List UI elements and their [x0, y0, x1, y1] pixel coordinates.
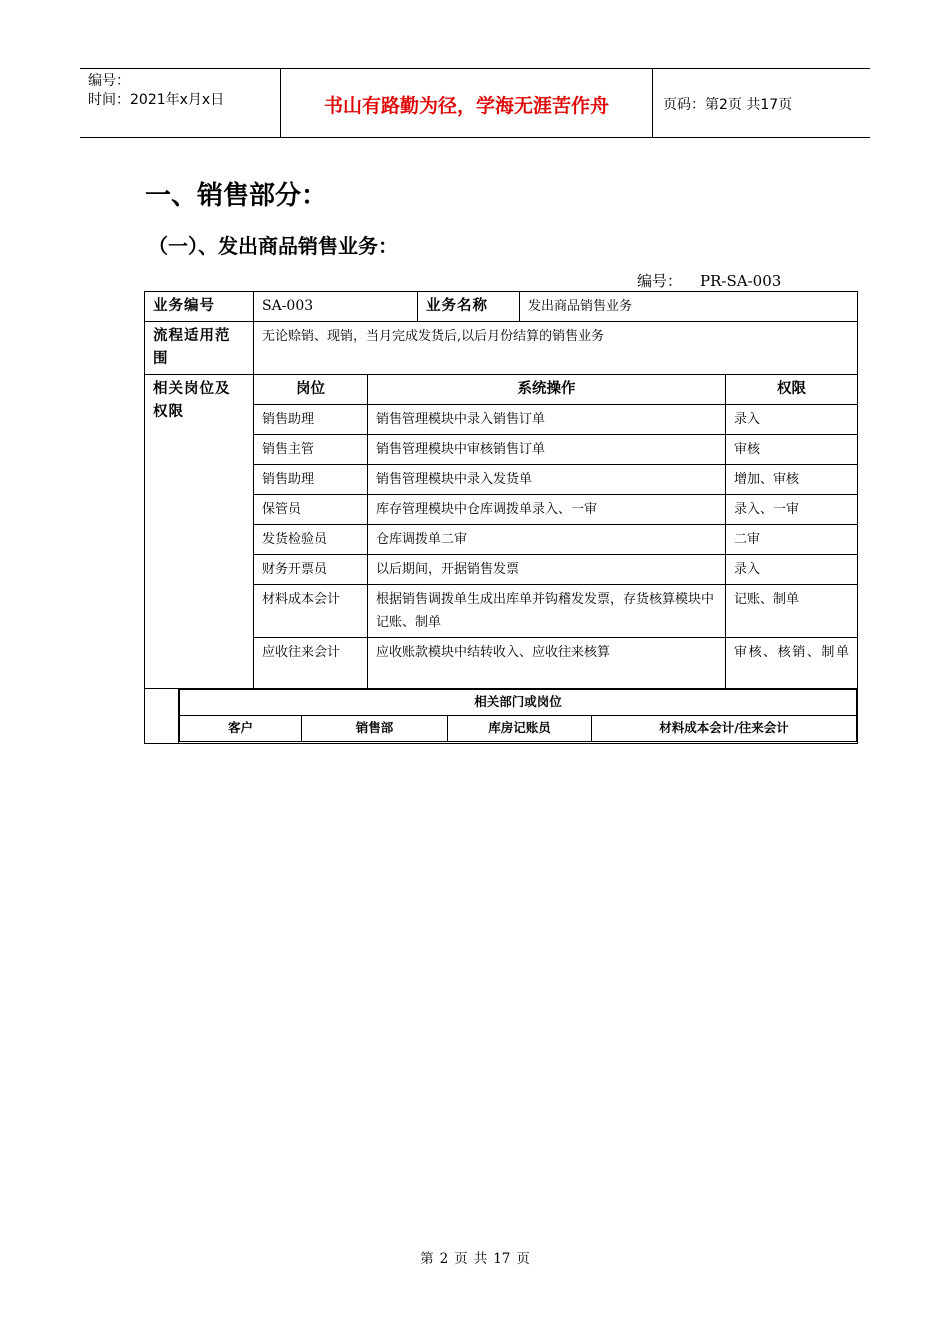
- doc-number-label: 编号：: [637, 272, 683, 290]
- row-perm: 记账、制单: [726, 585, 858, 638]
- dept-flow-header: [179, 689, 858, 744]
- footer-text: 共: [473, 1251, 488, 1267]
- row-role: 财务开票员: [254, 555, 368, 585]
- header-number-label: 编号：: [88, 73, 130, 89]
- footer-text: 页: [516, 1251, 530, 1267]
- col-header-perm: 权限: [726, 375, 858, 405]
- row-role: 保管员: [254, 495, 368, 525]
- row-perm: 二审: [726, 525, 858, 555]
- row-op: 销售管理模块中录入发货单: [368, 465, 726, 495]
- subsection-heading: （一）、发出商品销售业务：: [148, 234, 398, 258]
- footer-text: 页: [454, 1251, 468, 1267]
- footer-total-pages: 17: [493, 1251, 511, 1267]
- dept-col-sales: 销售部: [302, 716, 448, 742]
- roles-label: 相关岗位及权限: [145, 375, 254, 689]
- section-heading: 一、销售部分：: [145, 181, 328, 211]
- page-header: [80, 68, 870, 138]
- row-perm: 录入: [726, 555, 858, 585]
- header-page-label: 页码：第2页 共17页: [663, 97, 793, 113]
- row-perm: 录入: [726, 405, 858, 435]
- dept-col-warehouse: 库房记账员: [448, 716, 592, 742]
- page-footer: [0, 1247, 950, 1267]
- biz-name-label: 业务名称: [418, 292, 520, 322]
- flow-margin-cell: [145, 689, 179, 744]
- doc-number: [637, 270, 781, 291]
- process-table: [144, 291, 858, 744]
- col-header-role: 岗位: [254, 375, 368, 405]
- col-header-op: 系统操作: [368, 375, 726, 405]
- row-role: 销售助理: [254, 405, 368, 435]
- row-op: 仓库调拨单二审: [368, 525, 726, 555]
- footer-page-number: 2: [439, 1251, 449, 1267]
- footer-text: 第: [420, 1251, 434, 1267]
- header-meta: [80, 69, 281, 137]
- scope-value: 无论赊销、现销，当月完成发货后,以后月份结算的销售业务: [254, 322, 858, 375]
- row-role: 销售主管: [254, 435, 368, 465]
- row-perm: 增加、审核: [726, 465, 858, 495]
- dept-col-customer: 客户: [180, 716, 302, 742]
- header-date-label: 时间：2021年x月x日: [88, 92, 225, 108]
- row-role: 发货检验员: [254, 525, 368, 555]
- row-op: 以后期间，开据销售发票: [368, 555, 726, 585]
- header-motto: 书山有路勤为径，学海无涯苦作舟: [281, 69, 653, 137]
- row-role: 销售助理: [254, 465, 368, 495]
- row-op: 库存管理模块中仓库调拨单录入、一审: [368, 495, 726, 525]
- row-role: 应收往来会计: [254, 638, 368, 689]
- row-op: 根据销售调拨单生成出库单并钩稽发发票，存货核算模块中记账、制单: [368, 585, 726, 638]
- biz-no-label: 业务编号: [145, 292, 254, 322]
- row-perm: 审核: [726, 435, 858, 465]
- scope-label: 流程适用范围: [145, 322, 254, 375]
- row-role: 材料成本会计: [254, 585, 368, 638]
- dept-col-accounting: 材料成本会计/往来会计: [592, 716, 857, 742]
- row-op: 应收账款模块中结转收入、应收往来核算: [368, 638, 726, 689]
- dept-title: 相关部门或岗位: [180, 690, 857, 716]
- biz-no-value: SA-003: [254, 292, 418, 322]
- row-op: 销售管理模块中审核销售订单: [368, 435, 726, 465]
- biz-name-value: 发出商品销售业务: [520, 292, 858, 322]
- doc-number-value: PR-SA-003: [700, 272, 782, 290]
- row-perm: 审核、核销、制单: [726, 638, 858, 689]
- dept-table: [179, 689, 857, 742]
- row-op: 销售管理模块中录入销售订单: [368, 405, 726, 435]
- row-perm: 录入、一审: [726, 495, 858, 525]
